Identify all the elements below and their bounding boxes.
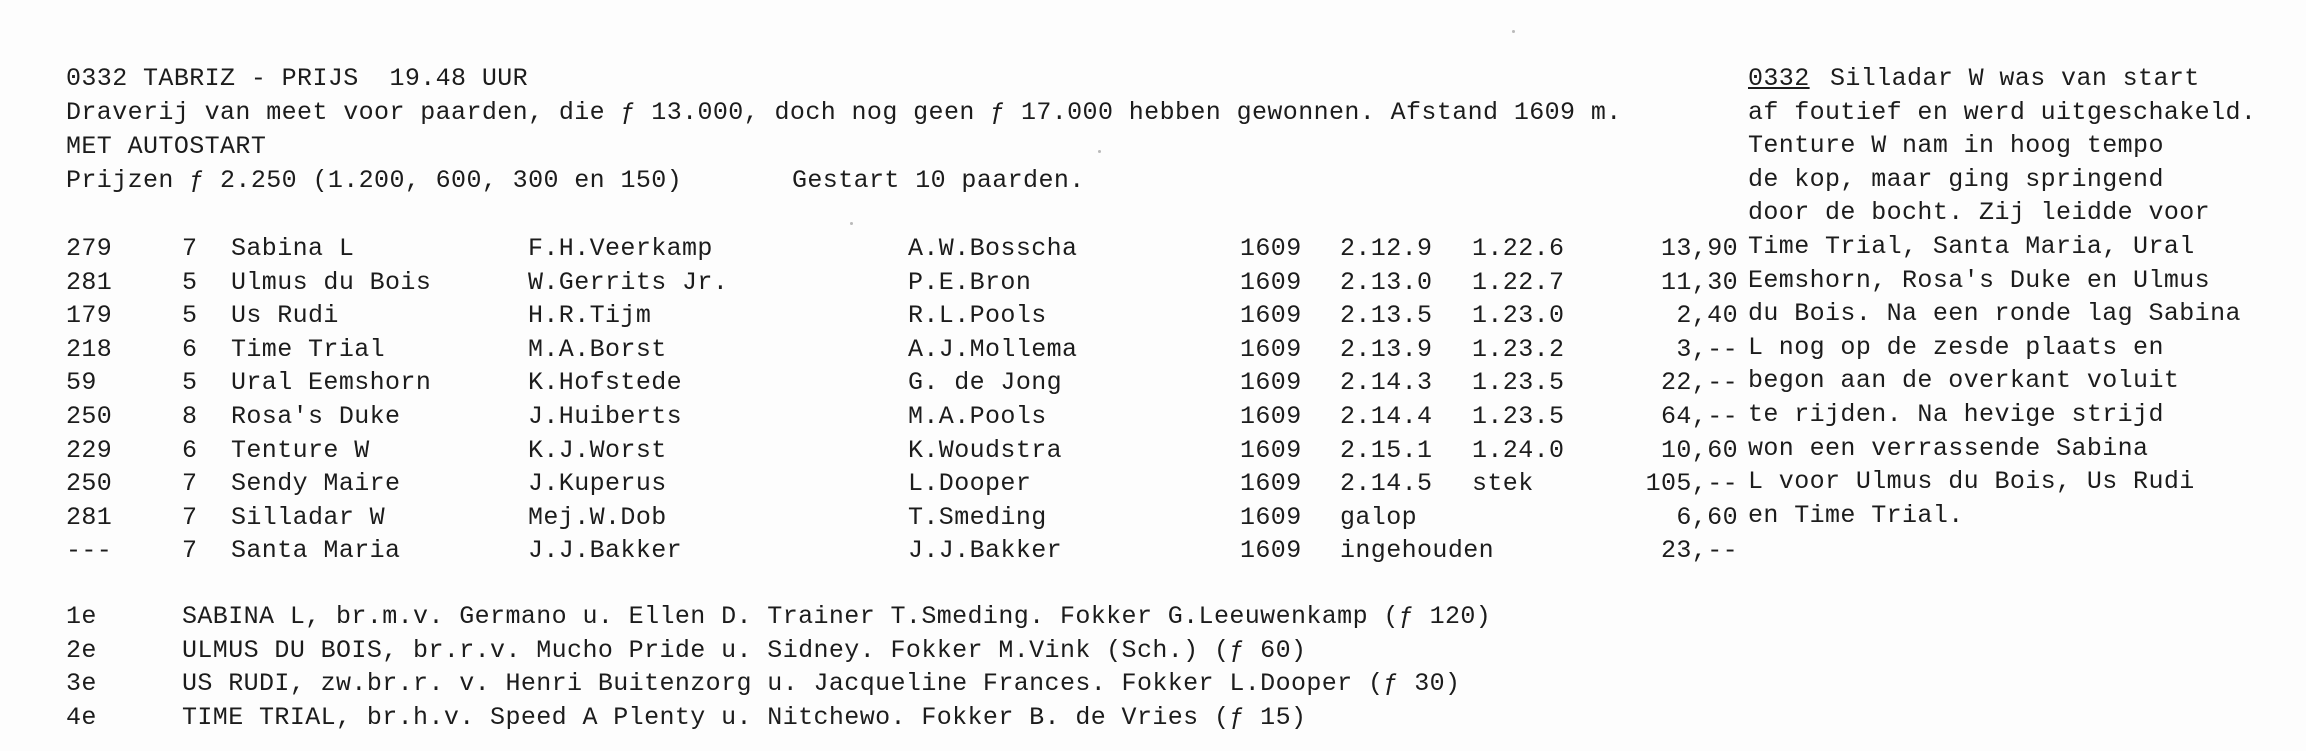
horse-age: 7 xyxy=(182,469,198,499)
owner-name: J.J.Bakker xyxy=(908,536,1063,566)
race-time: 2.12.9 xyxy=(1340,234,1433,263)
driver-name: F.H.Veerkamp xyxy=(528,234,713,263)
horse-age: 5 xyxy=(182,368,198,398)
row-number: 250 xyxy=(66,469,113,499)
horse-name: Sendy Maire xyxy=(231,469,401,499)
distance: 1609 xyxy=(1240,502,1302,532)
placing-details: SABINA L, br.m.v. Germano u. Ellen D. Trainer T.Smeding. Fokker G.Leeuwenkamp (ƒ 120) xyxy=(182,602,1492,631)
report-line: door de bocht. Zij leidde voor xyxy=(1748,198,2211,228)
race-time: 2.13.0 xyxy=(1340,267,1433,297)
row-number: 250 xyxy=(66,402,113,431)
report-line: L nog op de zesde plaats en xyxy=(1748,332,2164,362)
report-line: Time Trial, Santa Maria, Ural xyxy=(1748,232,2195,261)
owner-name: R.L.Pools xyxy=(908,301,1047,331)
horse-name: Rosa's Duke xyxy=(231,402,401,431)
driver-name: K.J.Worst xyxy=(528,435,667,465)
report-line: Eemshorn, Rosa's Duke en Ulmus xyxy=(1748,265,2211,295)
report-line: te rijden. Na hevige strijd xyxy=(1748,400,2164,429)
horse-name: Us Rudi xyxy=(231,301,339,331)
owner-name: G. de Jong xyxy=(908,368,1063,398)
horse-age: 6 xyxy=(182,334,198,364)
owner-name: A.J.Mollema xyxy=(908,334,1078,364)
row-number: 229 xyxy=(66,435,113,465)
odds: 23,-- xyxy=(1660,536,1738,566)
placing-rank: 1e xyxy=(66,602,97,631)
race-title: 0332 TABRIZ - PRIJS 19.48 UUR xyxy=(66,64,529,93)
driver-name: J.J.Bakker xyxy=(528,536,683,566)
started-count: Gestart 10 paarden. xyxy=(792,166,1085,195)
owner-name: L.Dooper xyxy=(908,469,1032,499)
report-line: Tenture W nam in hoog tempo xyxy=(1748,131,2164,161)
row-number: 281 xyxy=(66,502,113,532)
km-time: 1.23.2 xyxy=(1472,334,1565,364)
race-time: 2.14.4 xyxy=(1340,402,1433,431)
scan-speck xyxy=(1098,150,1101,153)
report-line: begon aan de overkant voluit xyxy=(1748,366,2180,396)
odds: 3,-- xyxy=(1676,334,1738,364)
report-line: won een verrassende Sabina xyxy=(1748,433,2149,463)
distance: 1609 xyxy=(1240,469,1302,499)
placing-details: US RUDI, zw.br.r. v. Henri Buitenzorg u. Jacqueline Frances. Fokker L.Dooper (ƒ 30) xyxy=(182,669,1461,699)
owner-name: P.E.Bron xyxy=(908,267,1032,297)
distance: 1609 xyxy=(1240,267,1302,297)
owner-name: T.Smeding xyxy=(908,502,1047,532)
horse-name: Silladar W xyxy=(231,502,386,532)
horse-age: 7 xyxy=(182,502,198,532)
odds: 11,30 xyxy=(1660,267,1738,297)
driver-name: W.Gerrits Jr. xyxy=(528,267,729,297)
owner-name: K.Woudstra xyxy=(908,435,1063,465)
race-time: 2.14.3 xyxy=(1340,368,1433,398)
km-time: 1.22.7 xyxy=(1472,267,1565,297)
report-line: Silladar W was van start xyxy=(1830,64,2200,93)
driver-name: H.R.Tijm xyxy=(528,301,652,331)
km-time: 1.23.0 xyxy=(1472,301,1565,331)
prize-money: Prijzen ƒ 2.250 (1.200, 600, 300 en 150) xyxy=(66,166,683,195)
horse-name: Sabina L xyxy=(231,234,355,263)
row-number: 218 xyxy=(66,334,113,364)
odds: 10,60 xyxy=(1660,435,1738,465)
horse-age: 5 xyxy=(182,267,198,297)
driver-name: Mej.W.Dob xyxy=(528,502,667,532)
row-number: --- xyxy=(66,536,113,566)
horse-age: 5 xyxy=(182,301,198,331)
placing-rank: 3e xyxy=(66,669,97,699)
driver-name: M.A.Borst xyxy=(528,334,667,364)
report-line: de kop, maar ging springend xyxy=(1748,164,2164,194)
horse-age: 7 xyxy=(182,536,198,566)
odds: 22,-- xyxy=(1660,368,1738,398)
horse-name: Ural Eemshorn xyxy=(231,368,432,398)
placing-details: TIME TRIAL, br.h.v. Speed A Plenty u. Nitchewo. Fokker B. de Vries (ƒ 15) xyxy=(182,702,1307,732)
distance: 1609 xyxy=(1240,368,1302,398)
distance: 1609 xyxy=(1240,402,1302,431)
horse-age: 8 xyxy=(182,402,198,431)
distance: 1609 xyxy=(1240,234,1302,263)
distance: 1609 xyxy=(1240,334,1302,364)
scan-speck xyxy=(1512,30,1515,33)
odds: 64,-- xyxy=(1660,402,1738,431)
race-time: 2.13.9 xyxy=(1340,334,1433,364)
race-time: ingehouden xyxy=(1340,536,1495,566)
race-conditions: Draverij van meet voor paarden, die ƒ 13.000, doch nog geen ƒ 17.000 hebben gewonnen. Afstand 1609 m. xyxy=(66,98,1622,127)
row-number: 279 xyxy=(66,234,113,263)
report-line: en Time Trial. xyxy=(1748,500,1964,530)
odds: 13,90 xyxy=(1660,234,1738,263)
km-time: stek xyxy=(1472,469,1534,499)
horse-name: Santa Maria xyxy=(231,536,401,566)
race-time: 2.13.5 xyxy=(1340,301,1433,331)
report-line: af foutief en werd uitgeschakeld. xyxy=(1748,97,2257,127)
report-reference: 0332 xyxy=(1748,64,1810,93)
odds: 2,40 xyxy=(1676,301,1738,331)
odds: 105,-- xyxy=(1645,469,1738,499)
horse-age: 7 xyxy=(182,234,198,263)
horse-age: 6 xyxy=(182,435,198,465)
horse-name: Ulmus du Bois xyxy=(231,267,432,297)
distance: 1609 xyxy=(1240,435,1302,465)
km-time: 1.22.6 xyxy=(1472,234,1565,263)
placing-rank: 2e xyxy=(66,635,97,665)
start-type: MET AUTOSTART xyxy=(66,132,267,161)
report-line: du Bois. Na een ronde lag Sabina xyxy=(1748,299,2241,329)
driver-name: J.Kuperus xyxy=(528,469,667,499)
km-time: 1.24.0 xyxy=(1472,435,1565,465)
driver-name: K.Hofstede xyxy=(528,368,683,398)
row-number: 179 xyxy=(66,301,113,331)
horse-name: Time Trial xyxy=(231,334,386,364)
owner-name: M.A.Pools xyxy=(908,402,1047,431)
row-number: 281 xyxy=(66,267,113,297)
owner-name: A.W.Bosscha xyxy=(908,234,1078,263)
report-line: L voor Ulmus du Bois, Us Rudi xyxy=(1748,467,2195,497)
placing-rank: 4e xyxy=(66,702,97,732)
distance: 1609 xyxy=(1240,301,1302,331)
race-time: 2.15.1 xyxy=(1340,435,1433,465)
driver-name: J.Huiberts xyxy=(528,402,683,431)
placing-details: ULMUS DU BOIS, br.r.v. Mucho Pride u. Sidney. Fokker M.Vink (Sch.) (ƒ 60) xyxy=(182,635,1307,665)
row-number: 59 xyxy=(66,368,97,398)
scan-speck xyxy=(850,222,853,225)
distance: 1609 xyxy=(1240,536,1302,566)
race-time: galop xyxy=(1340,502,1418,532)
horse-name: Tenture W xyxy=(231,435,370,465)
race-time: 2.14.5 xyxy=(1340,469,1433,499)
km-time: 1.23.5 xyxy=(1472,368,1565,398)
km-time: 1.23.5 xyxy=(1472,402,1565,431)
odds: 6,60 xyxy=(1676,502,1738,532)
